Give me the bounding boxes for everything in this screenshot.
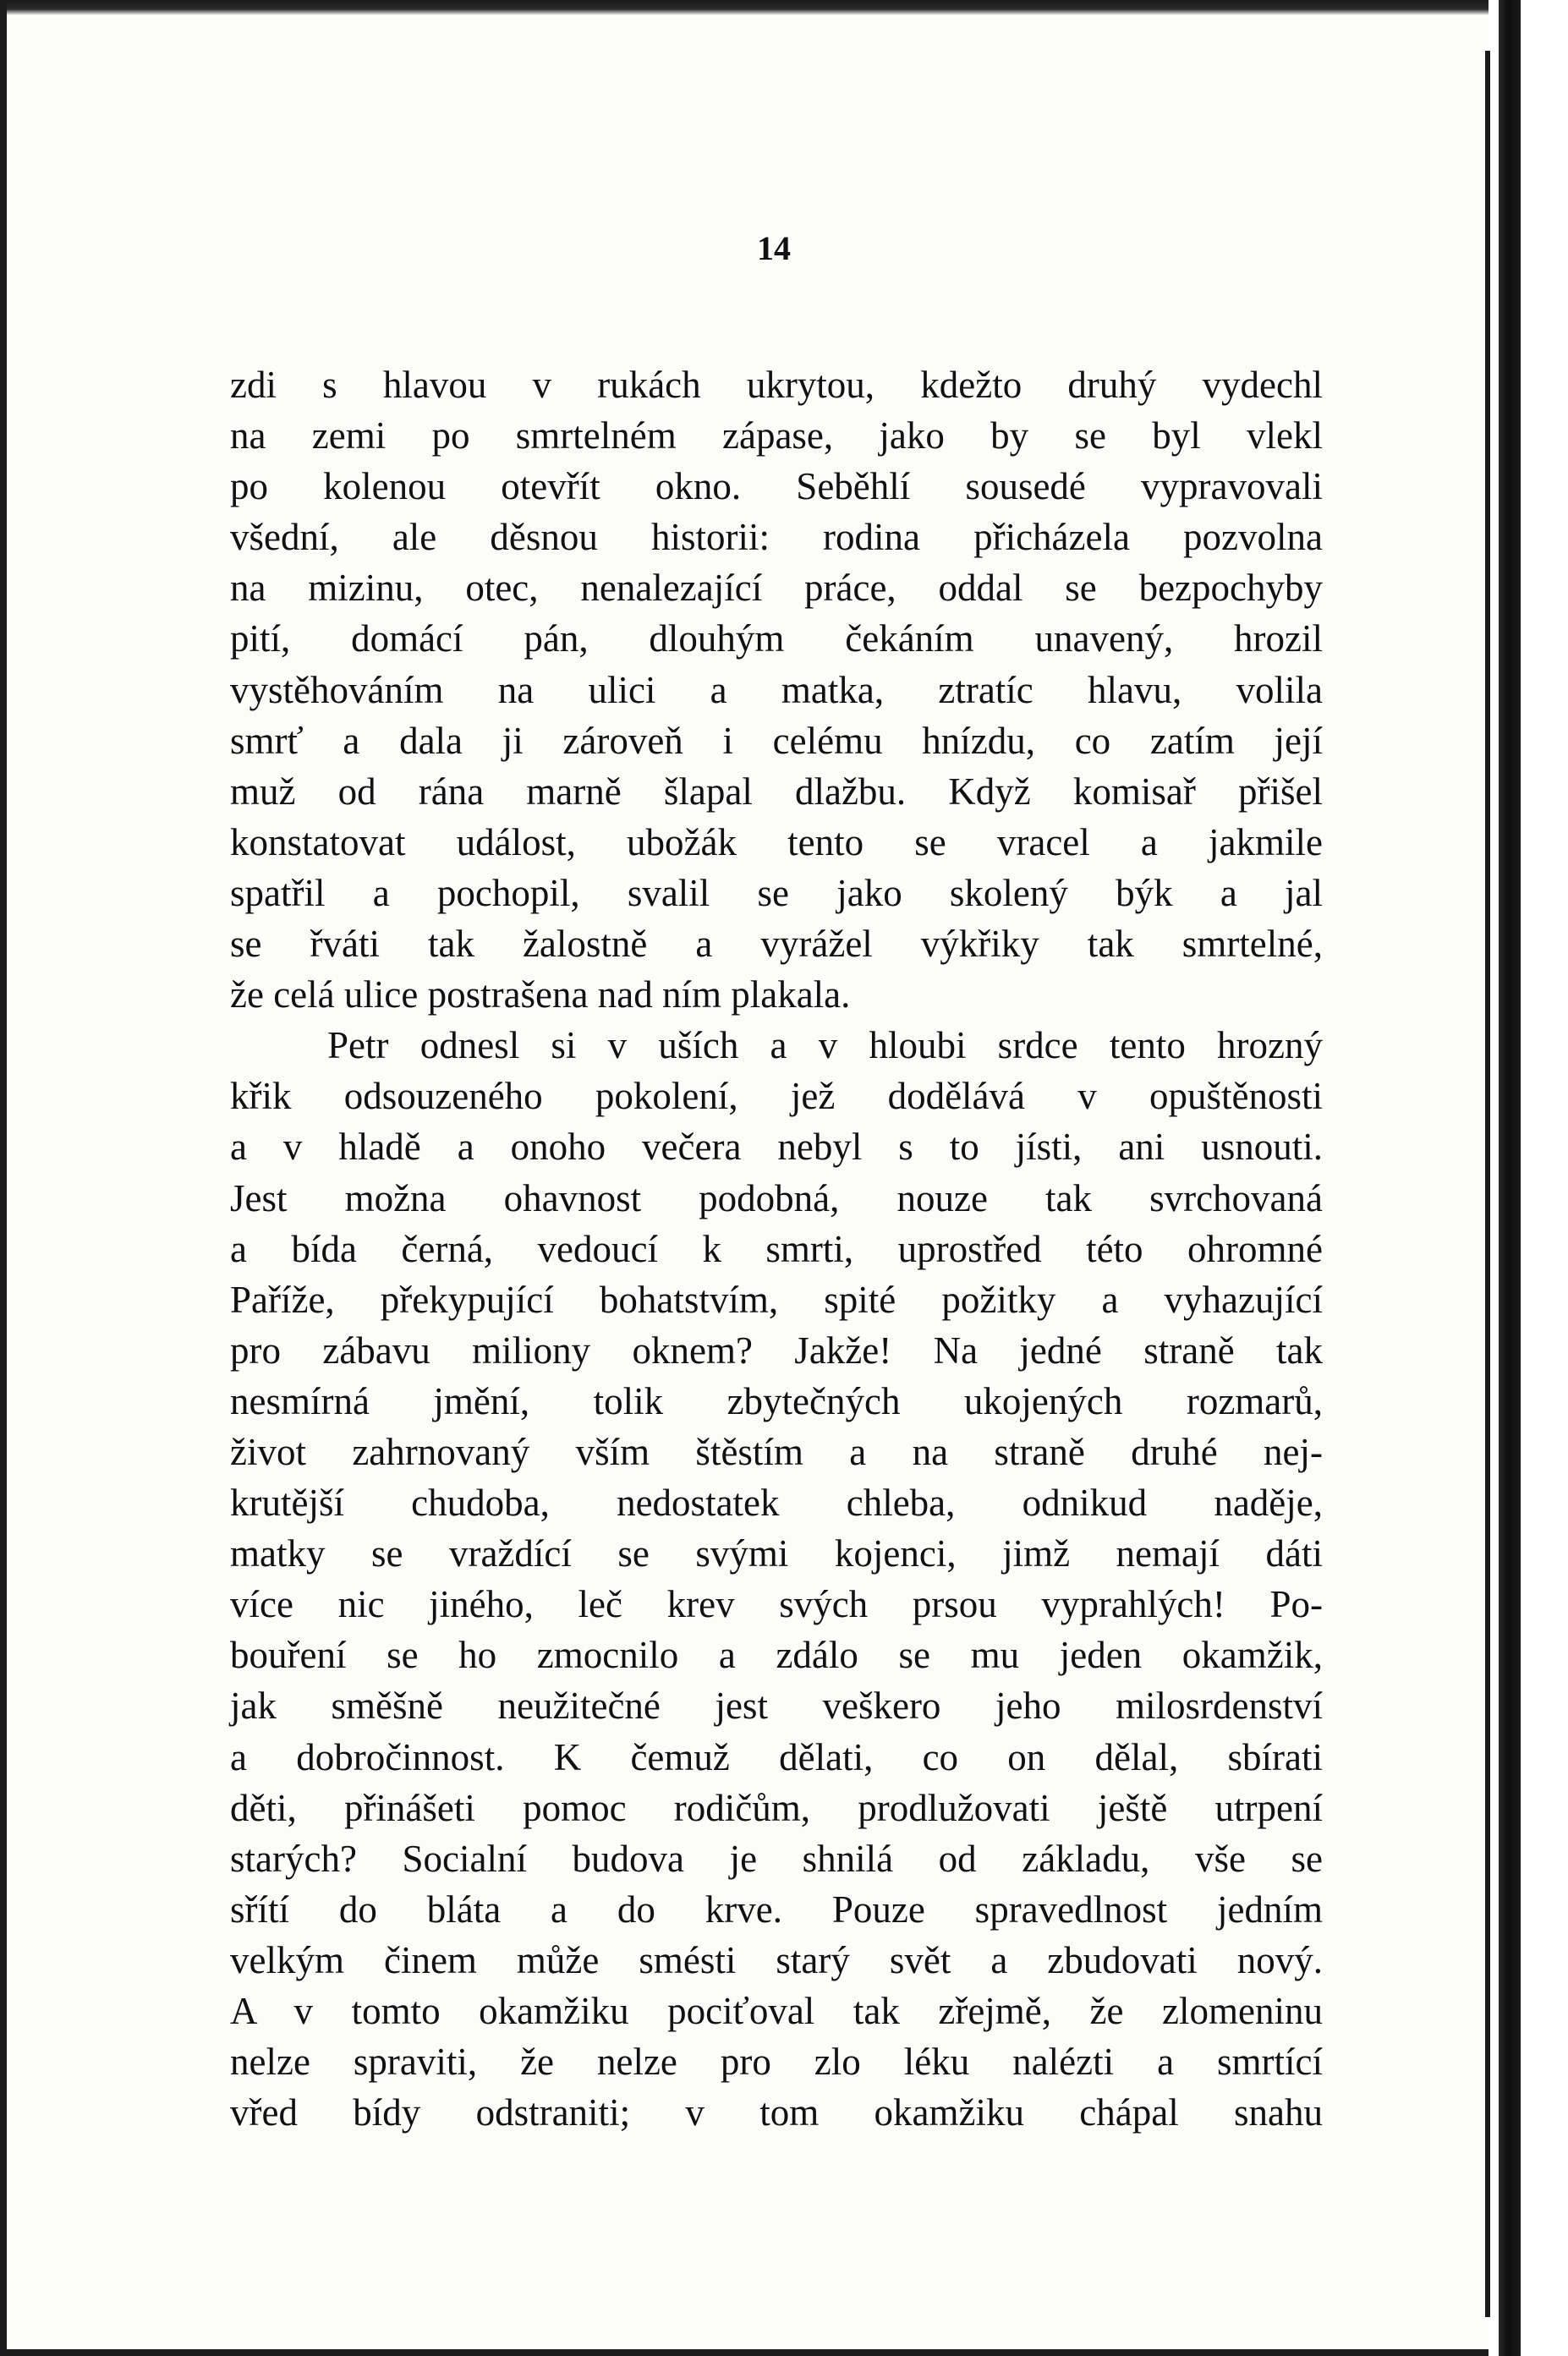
text-line: křik odsouzeného pokolení, jež dodělává v opuštěnosti [230,1075,1323,1118]
scan-edge-right-line [1485,51,1490,2317]
text-line: zdi s hlavou v rukách ukrytou, kdežto druhý vydechl [230,364,1323,406]
body-text [230,359,1323,2138]
text-line: bouření se ho zmocnilo a zdálo se mu jeden okamžik, [230,1634,1323,1677]
text-line: nelze spraviti, že nelze pro zlo léku nalézti a smrtící [230,2041,1323,2084]
paragraph-start-line: Petr odnesl si v uších a v hloubi srdce tento hrozný [327,1024,1323,1067]
text-line: všední, ale děsnou historii: rodina přicházela pozvolna [230,516,1323,559]
scan-edge-top [0,0,1568,15]
text-line: více nic jiného, leč krev svých prsou vyprahlých! Po- [230,1583,1323,1626]
page-number: 14 [757,229,791,267]
text-line: spatřil a pochopil, svalil se jako skolený býk a jal [230,871,1323,914]
text-line: jak směšně neužitečné jest veškero jeho milosrdenství [230,1685,1323,1728]
text-line: konstatovat událost, ubožák tento se vracel a jakmile [230,820,1323,863]
scan-edge-right-binding [1499,0,1521,2356]
text-line: velkým činem může smésti starý svět a zbudovati nový. [230,1938,1323,1981]
text-line: vystěhováním na ulici a matka, ztratíc hlavu, volila [230,668,1323,711]
paragraph-end-line: že celá ulice postrašena nad ním plakala. [230,973,851,1016]
text-line: A v tomto okamžiku pociťoval tak zřejmě, že zlomeninu [230,1990,1323,2032]
text-line: a dobročinnost. K čemuž dělati, co on dělal, sbírati [230,1735,1323,1778]
text-line: vřed bídy odstraniti; v tom okamžiku chápal snahu [230,2091,1323,2134]
text-line: smrť a dala ji zároveň i celému hnízdu, co zatím její [230,719,1323,762]
text-line: krutější chudoba, nedostatek chleba, odnikud naděje, [230,1482,1323,1525]
text-line: na mizinu, otec, nenalezající práce, oddal se bezpochyby [230,567,1323,610]
text-line: nesmírná jmění, tolik zbytečných ukojených rozmarů, [230,1379,1323,1422]
text-line: na zemi po smrtelném zápase, jako by se byl vlekl [230,414,1323,458]
scan-edge-bottom [0,2349,1568,2356]
text-line: Paříže, překypující bohatstvím, spité požitky a vyhazující [230,1278,1323,1321]
text-line: po kolenou otevřít okno. Seběhlí sousedé vypravovali [230,465,1323,508]
text-line: sřítí do bláta a do krve. Pouze spravedlnost jedním [230,1888,1323,1931]
text-line: muž od rána marně šlapal dlažbu. Když komisař přišel [230,770,1323,813]
text-line: matky se vraždící se svými kojenci, jimž nemají dáti [230,1532,1323,1575]
text-line: život zahrnovaný vším štěstím a na straně druhé nej- [230,1430,1323,1473]
text-line: pití, domácí pán, dlouhým čekáním unavený, hrozil [230,617,1323,660]
text-line: starých? Socialní budova je shnilá od základu, vše se [230,1837,1323,1880]
text-line: se řváti tak žalostně a vyrážel výkřiky tak smrtelné, [230,923,1323,966]
scan-edge-left [0,0,7,2356]
text-line: a bída černá, vedoucí k smrti, uprostřed této ohromné [230,1227,1323,1270]
text-line: pro zábavu miliony oknem? Jakže! Na jedné straně tak [230,1329,1323,1372]
text-line: děti, přinášeti pomoc rodičům, prodlužovati ještě utrpení [230,1786,1323,1829]
text-line: a v hladě a onoho večera nebyl s to jísti, ani usnouti. [230,1126,1323,1169]
text-line: Jest možna ohavnost podobná, nouze tak svrchovaná [230,1176,1323,1219]
